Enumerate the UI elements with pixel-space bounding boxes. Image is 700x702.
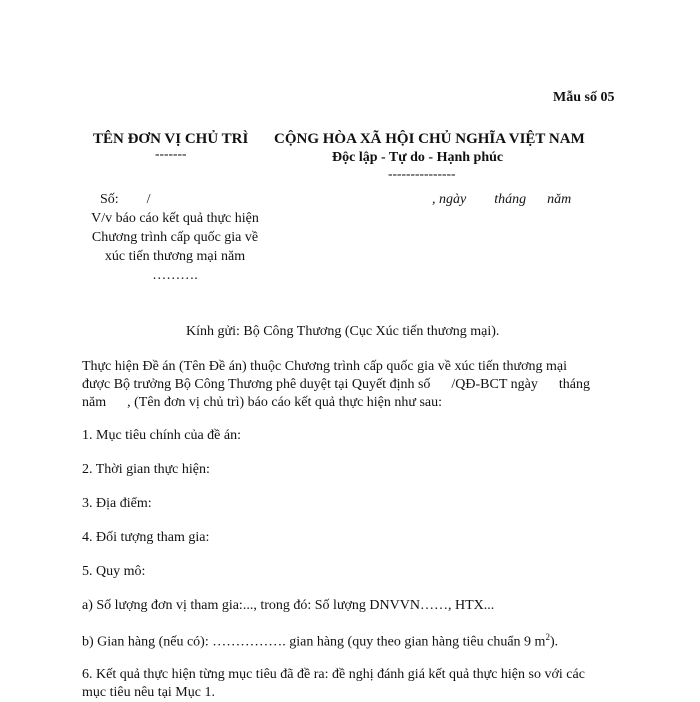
document-number: Số: / [100,192,151,207]
results-line: 6. Kết quả thực hiện từng mục tiêu đã đề ra: đề nghị đánh giá kết quả thực hiện so với các [82,667,585,682]
national-motto: Độc lập - Tự do - Hạnh phúc [332,150,504,165]
subject-line: xúc tiến thương mại năm [104,249,246,264]
motto-rule: --------------- [388,166,456,181]
intro-paragraph [82,358,622,412]
subject-block [70,209,280,285]
item-participants: 4. Đối tượng tham gia: [82,530,210,545]
subject-line: Chương trình cấp quốc gia về [91,230,259,245]
item-results [82,666,622,702]
item-scale-booths: b) Gian hàng (nếu có): ……………. gian hàng (quy theo gian hàng tiêu chuẩn 9 $m^2$). [82,632,559,650]
form-number: Mẫu số 05 [553,90,615,105]
item-scale: 5. Quy mô: [82,564,146,579]
subject-line: ………. [152,268,198,283]
item-timeline: 2. Thời gian thực hiện: [82,462,210,477]
date-line: , ngày tháng năm [432,192,572,207]
organization-name: TÊN ĐƠN VỊ CHỦ TRÌ [93,131,249,147]
item-location: 3. Địa điểm: [82,496,152,511]
item-objective: 1. Mục tiêu chính của đề án: [82,428,242,443]
intro-line: Thực hiện Đề án (Tên Đề án) thuộc Chương trình cấp quốc gia về xúc tiến thương mại [82,359,568,374]
item-scale-units: a) Số lượng đơn vị tham gia:..., trong đó: Số lượng DNVVN……, HTX... [82,598,495,613]
nation-title: CỘNG HÒA XÃ HỘI CHỦ NGHĨA VIỆT NAM [274,131,585,147]
intro-line: năm , (Tên đơn vị chủ trì) báo cáo kết quả thực hiện như sau: [82,395,443,410]
subject-line: V/v báo cáo kết quả thực hiện [91,211,259,226]
organization-rule: ------- [155,146,187,161]
salutation: Kính gửi: Bộ Công Thương (Cục Xúc tiến thương mại). [186,324,500,339]
results-line: mục tiêu nêu tại Mục 1. [82,685,215,700]
intro-line: được Bộ trưởng Bộ Công Thương phê duyệt tại Quyết định số /QĐ-BCT ngày tháng [82,377,590,392]
